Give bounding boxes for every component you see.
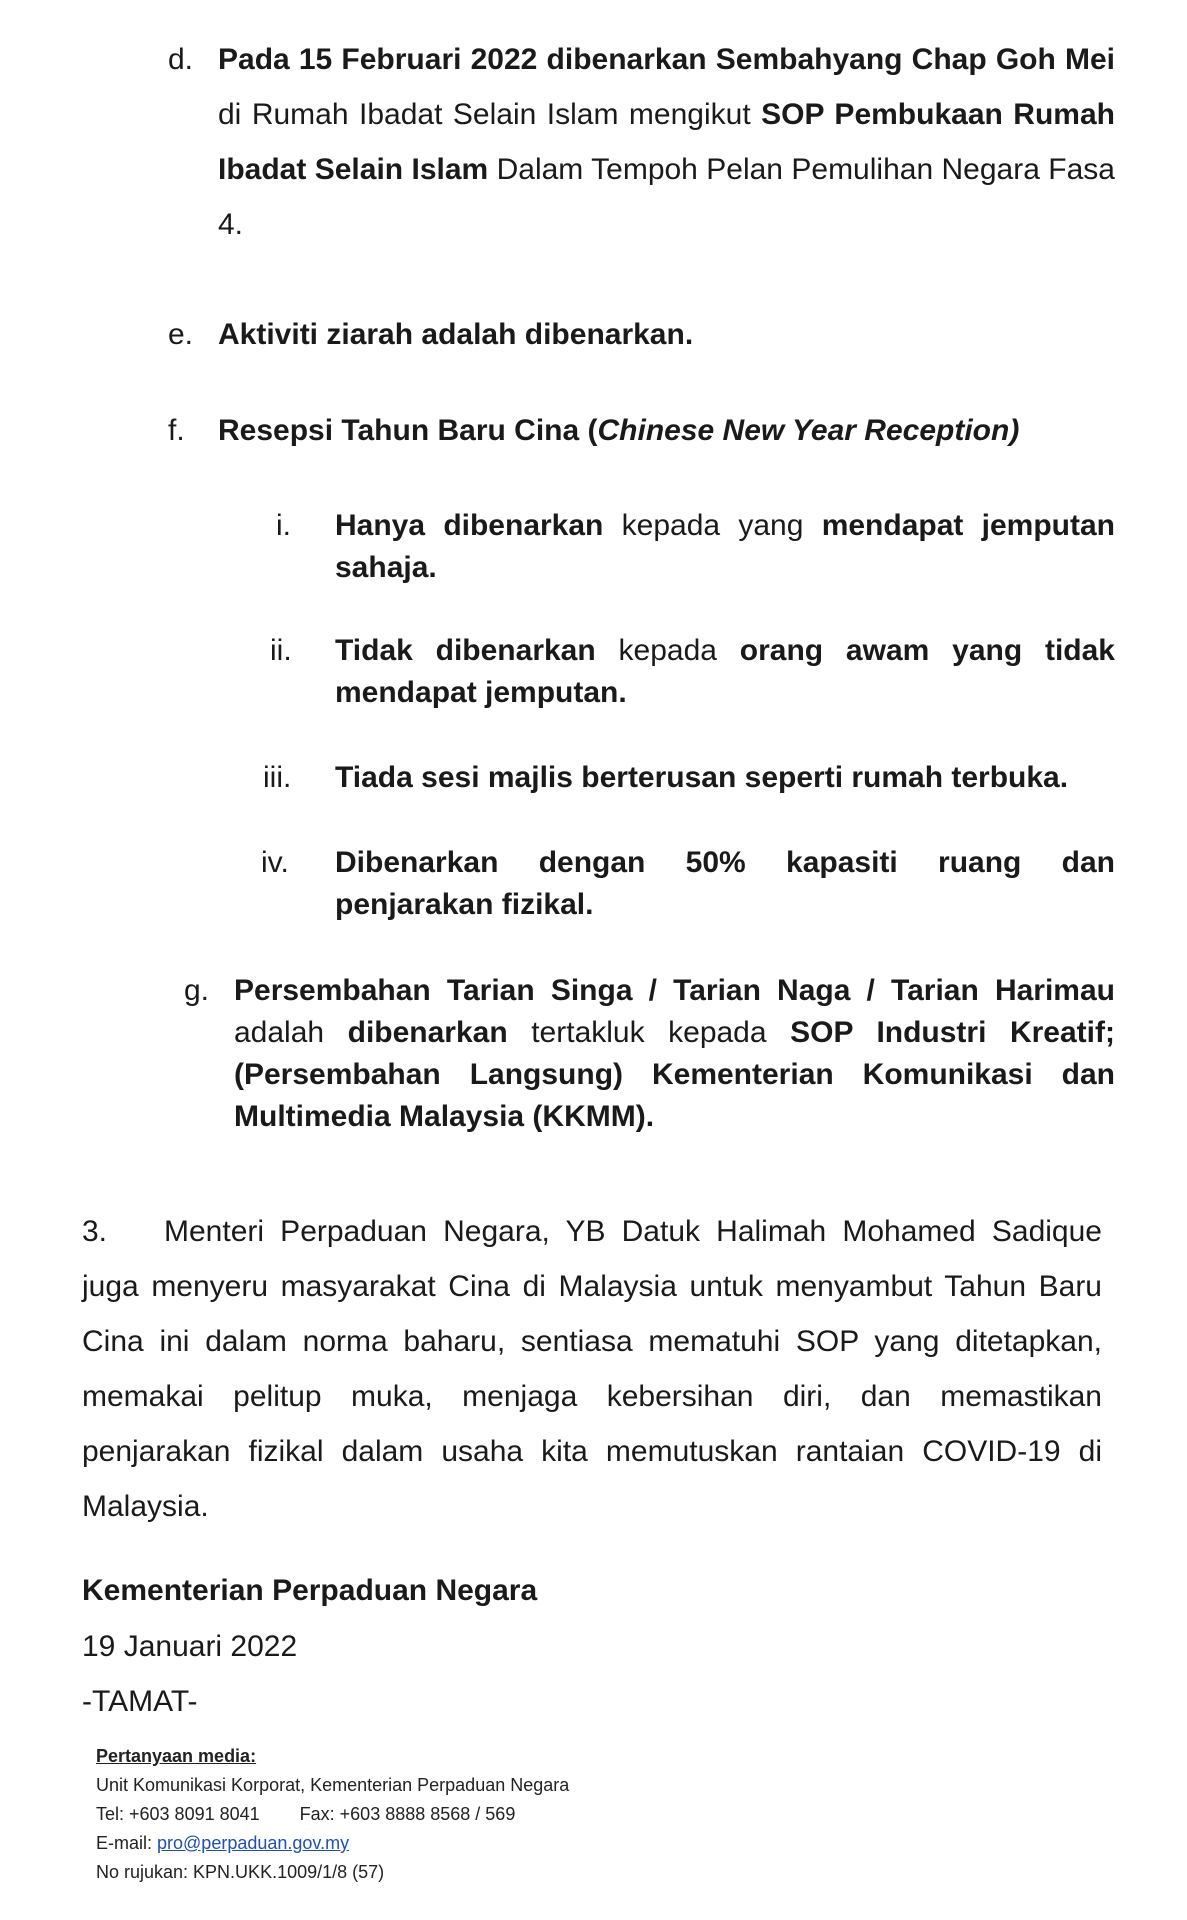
paragraph-number: 3. (82, 1215, 108, 1248)
plain-text: adalah (234, 1016, 348, 1049)
reference-number: No rujukan: KPN.UKK.1009/1/8 (57) (96, 1862, 385, 1882)
list-marker: g. (184, 974, 210, 1007)
bold-text: orang awam yang tidak mendapat jemputan. (335, 634, 1115, 709)
list-item-text (218, 403, 1115, 458)
plain-text: Dalam Tempoh Pelan Pemulihan Negara Fasa 4. (218, 153, 1115, 241)
sub-marker: i. (276, 509, 291, 542)
bold-text: Pada 15 Februari 2022 dibenarkan Sembahyang Chap Goh Mei (218, 43, 1115, 76)
email-link[interactable]: pro@perpaduan.gov.my (157, 1833, 350, 1853)
bold-text: Persembahan Tarian Singa / Tarian Naga / Tarian Harimau (234, 974, 1115, 1007)
sub-marker: iv. (261, 846, 289, 879)
bold-text: Hanya dibenarkan (335, 509, 604, 542)
ministry-name: Kementerian Perpaduan Negara (82, 1574, 538, 1607)
contact-phone-row (96, 1800, 569, 1829)
bold-text: SOP Pembukaan Rumah Ibadat Selain Islam (218, 98, 1115, 186)
sub-marker: iii. (263, 761, 292, 794)
plain-text: kepada (595, 634, 740, 667)
sub-marker: ii. (270, 634, 292, 667)
end-marker: -TAMAT- (82, 1685, 198, 1718)
italic-text: Chinese New Year Reception) (597, 414, 1020, 447)
bold-text: Dibenarkan dengan 50% kapasiti ruang dan penjarakan fizikal. (335, 846, 1115, 921)
list-marker: f. (168, 414, 185, 447)
contact-tel: Tel: +603 8091 8041 (96, 1804, 260, 1824)
sub-item-text (335, 842, 1115, 926)
list-item-text (218, 32, 1115, 252)
plain-text: tertakluk kepada (507, 1016, 791, 1049)
media-heading: Pertanyaan media: (96, 1746, 257, 1766)
email-label: E-mail: (96, 1833, 158, 1853)
contact-fax: Fax: +603 8888 8568 / 569 (299, 1804, 516, 1824)
bold-text: Tiada sesi majlis berterusan seperti rumah terbuka. (335, 761, 1069, 794)
list-marker: e. (168, 318, 194, 351)
paragraph-3 (82, 1204, 1102, 1534)
bold-text: SOP Industri Kreatif; (Persembahan Langsung) Kementerian Komunikasi dan Multimedia Malaysia (KKMM). (234, 1016, 1115, 1133)
plain-text: kepada yang (603, 509, 822, 542)
sub-item-text (335, 630, 1115, 714)
paragraph-text: Menteri Perpaduan Negara, YB Datuk Halimah Mohamed Sadique juga menyeru masyarakat Cina di Malaysia untuk menyambut Tahun Baru Cina ini dalam norma baharu, sentiasa mematuhi SOP yang ditetapkan, memakai pelitup muka, menjaga kebersihan diri, dan memastikan penjarakan fizikal dalam usaha kita memutuskan rantaian COVID-19 di Malaysia. (82, 1215, 1102, 1523)
bold-text: mendapat jemputan sahaja. (335, 509, 1116, 584)
sub-item-text (335, 505, 1115, 589)
release-date: 19 Januari 2022 (82, 1630, 298, 1663)
bold-text: Tidak dibenarkan (335, 634, 596, 667)
sub-item-text (335, 757, 1115, 799)
list-marker: d. (168, 43, 194, 76)
plain-text: di Rumah Ibadat Selain Islam mengikut (218, 98, 762, 131)
bold-text: Aktiviti ziarah adalah dibenarkan. (218, 318, 694, 351)
bold-text: dibenarkan (347, 1016, 508, 1049)
media-contact (96, 1742, 569, 1887)
contact-unit: Unit Komunikasi Korporat, Kementerian Perpaduan Negara (96, 1775, 570, 1795)
bold-text: Resepsi Tahun Baru Cina ( (218, 414, 598, 447)
contact-email-row (96, 1829, 569, 1858)
list-item-text (218, 307, 1115, 362)
list-item-text (234, 970, 1115, 1138)
